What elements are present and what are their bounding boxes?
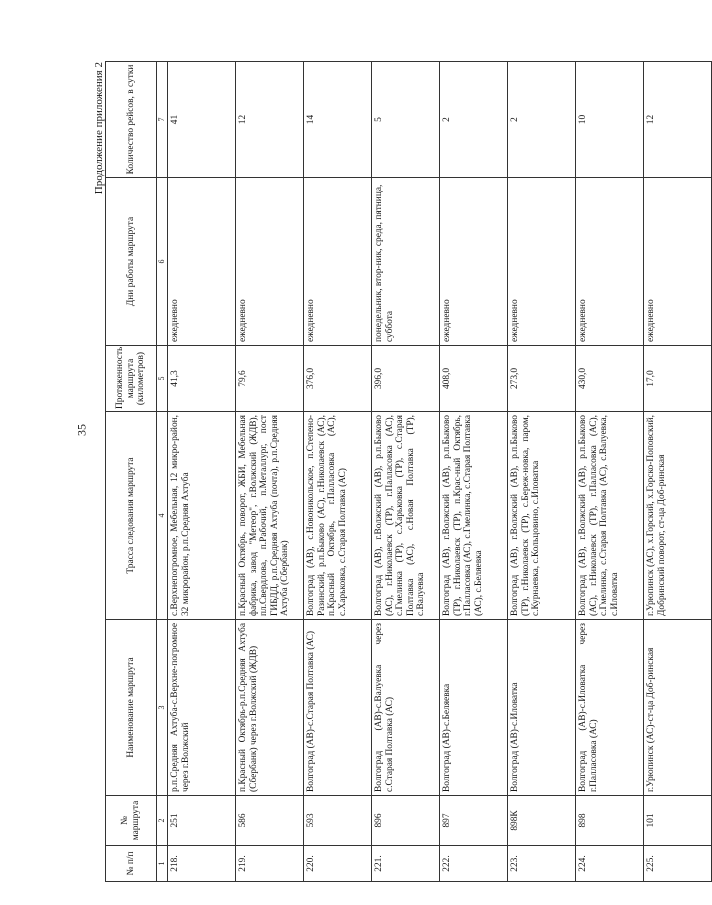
route-number: 101 [644,796,712,846]
route-length: 79,6 [236,346,304,412]
route-length: 396,0 [372,346,440,412]
routes-table [105,61,712,882]
table-row [372,62,440,882]
table-row [168,62,236,882]
route-days: ежедневно [168,178,236,346]
trips-per-day: 14 [304,62,372,178]
column-number: 5 [157,346,168,412]
trips-per-day: 2 [440,62,508,178]
route-number: 897 [440,796,508,846]
table-row [304,62,372,882]
rotated-table-area [93,62,667,882]
route-name: Волгоград (АВ)-с.Валуевка через с.Старая Полтавка (АС) [372,620,440,796]
route-days: ежедневно [508,178,576,346]
route-length: 273,0 [508,346,576,412]
route-name: Волгоград (АВ)-с.Иловатка через г.Палласовка (АС) [576,620,644,796]
row-number: 223. [508,846,576,882]
route-name: п.Красный Октябрь-р.п.Средняя Ахтуба (Сбербанк) через г.Волжский (ЖДВ) [236,620,304,796]
column-number-row [157,62,168,882]
row-number: 220. [304,846,372,882]
trips-per-day: 10 [576,62,644,178]
header-cell: Количество рейсов, в сутки [106,62,157,178]
header-cell: Дни работы маршрута [106,178,157,346]
route-number: 898К [508,796,576,846]
row-number: 224. [576,846,644,882]
route-path: Волгоград (АВ), с.Новоникольское, п.Степено-Разинский, р.п.Быково (АС), г.Николаевск (АС), п.Красный Октябрь, г.Палласовка (АС), с.Харьковка, с.Старая Полтавка (АС) [304,412,372,620]
route-days: ежедневно [644,178,712,346]
route-name: г.Урюпинск (АС)-ст-ца Доб-ринская [644,620,712,796]
route-number: 898 [576,796,644,846]
header-cell: Наименование маршрута [106,620,157,796]
route-path: Волгоград (АВ), г.Волжский (АВ), р.п.Быково (ТР), г.Николаевск (ТР), п.Крас-ный Октябрь, г.Палласовка (АС), с.Гмелинка, с.Старая Полтавка (АС), с.Беляевка [440,412,508,620]
page-number: 35 [74,424,89,436]
column-number: 2 [157,796,168,846]
table-row [644,62,712,882]
route-length: 430,0 [576,346,644,412]
table-header-row [106,62,157,882]
route-path: с.Верхнепогромное, Мебельная, 12 микро-район, 32 микрорайон, р.п.Средняя Ахтуба [168,412,236,620]
table-row [508,62,576,882]
route-number: 593 [304,796,372,846]
route-number: 251 [168,796,236,846]
route-days: ежедневно [440,178,508,346]
route-days: понедельник, втор-ник, среда, пятница, суббота [372,178,440,346]
header-cell: Протяженность маршрута (километров) [106,346,157,412]
trips-per-day: 5 [372,62,440,178]
header-cell: Трасса следования маршрута [106,412,157,620]
route-number: 586 [236,796,304,846]
route-path: Волгоград (АВ), г.Волжский (АВ), р.п.Быково (АС), г.Николаевск (ТР), г.Палласовка (АС), с.Гмелинка, с.Старая Полтавка (АС), с.Валуевка, с.Иловатка [576,412,644,620]
route-days: ежедневно [576,178,644,346]
column-number: 7 [157,62,168,178]
route-days: ежедневно [304,178,372,346]
route-path: Волгоград (АВ), г.Волжский (АВ), р.п.Быково (АС), г.Николаевск (ТР), г.Палласовка (АС), с.Гмелинка (ТР), с.Харьковка (ТР), с.Старая Полтавка (АС), с.Новая Полтавка (ТР), с.Валуевка [372,412,440,620]
table-row [576,62,644,882]
route-days: ежедневно [236,178,304,346]
table-row [440,62,508,882]
header-cell: № п/п [106,846,157,882]
route-length: 17,0 [644,346,712,412]
route-name: р.п.Средняя Ахтуба-с.Верхне-погромное через г.Волжский [168,620,236,796]
route-path: п.Красный Октябрь, поворот, ЖБИ, Мебельная фабрика, завод "Метеор", г.Волжский (ЖДВ), пл.Свердлова, п.Рабочий, п.Металлург, пост ГИБДД, р.п.Средняя Ахтуба (почта), р.п.Средняя Ахтуба (Сбербанк) [236,412,304,620]
column-number: 3 [157,620,168,796]
route-number: 896 [372,796,440,846]
column-number: 1 [157,846,168,882]
route-name: Волгоград (АВ)-с.Беляевка [440,620,508,796]
route-name: Волгоград (АВ)-с.Старая Полтавка (АС) [304,620,372,796]
route-name: Волгоград (АВ)-с.Иловатка [508,620,576,796]
row-number: 218. [168,846,236,882]
row-number: 225. [644,846,712,882]
trips-per-day: 41 [168,62,236,178]
row-number: 222. [440,846,508,882]
route-length: 408,0 [440,346,508,412]
column-number: 6 [157,178,168,346]
row-number: 221. [372,846,440,882]
route-path: Волгоград (АВ), г.Волжский (АВ), р.п.Быково (ТР), г.Николаевск (ТР), с.Береж-новка, паром, с.Курнаевка, с.Кольцовино, с.Иловатка [508,412,576,620]
table-row [236,62,304,882]
trips-per-day: 2 [508,62,576,178]
header-cell: № маршрута [106,796,157,846]
trips-per-day: 12 [644,62,712,178]
route-length: 41,3 [168,346,236,412]
trips-per-day: 12 [236,62,304,178]
route-path: г.Урюпинск (АС), х.Горский, х.Горско-Поповский, Добринский поворот, ст-ца Доб-ринская [644,412,712,620]
continuation-caption: Продолжение приложения 2 [93,62,105,195]
route-length: 376,0 [304,346,372,412]
row-number: 219. [236,846,304,882]
column-number: 4 [157,412,168,620]
